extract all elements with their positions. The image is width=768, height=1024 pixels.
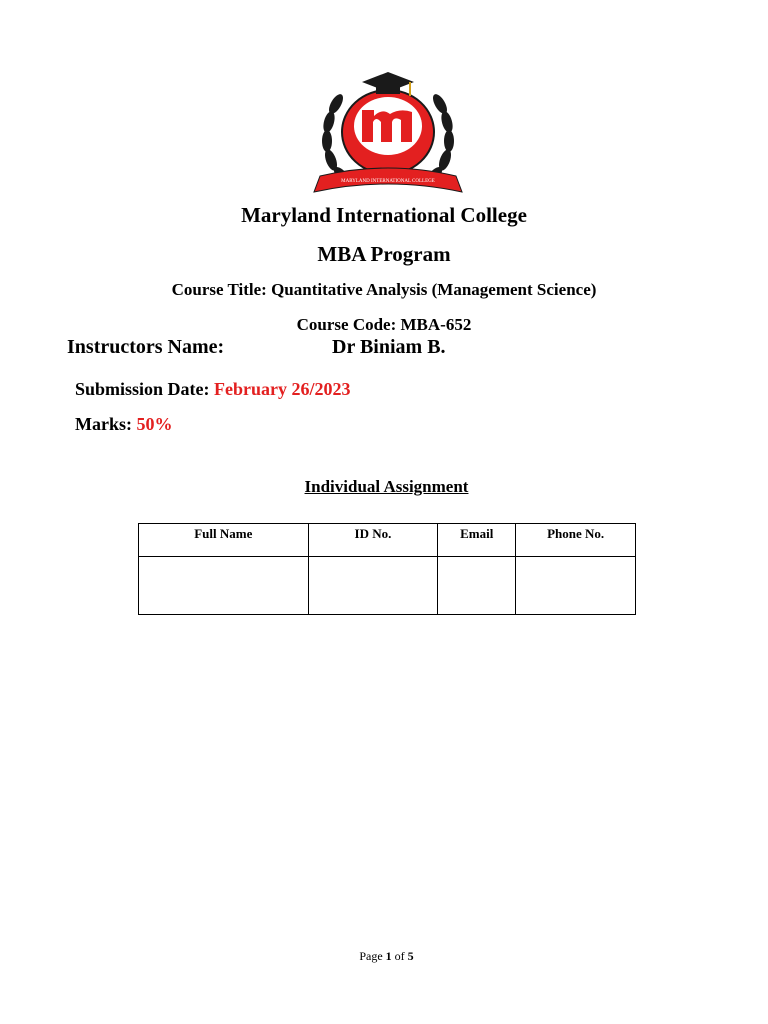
current-page-number: 1 (385, 949, 392, 963)
submission-date-row (75, 379, 351, 400)
instructor-name: Dr Biniam B. (332, 336, 446, 358)
table-header-row (139, 524, 636, 557)
submission-date-label: Submission Date: (75, 379, 215, 399)
footer-prefix: Page (359, 949, 386, 963)
column-header-email: Email (438, 524, 516, 557)
phone-cell[interactable] (516, 557, 636, 615)
page-footer (0, 949, 768, 964)
assignment-title: Individual Assignment (304, 477, 469, 496)
course-code: Course Code: MBA-652 (296, 315, 472, 334)
column-header-full-name: Full Name (139, 524, 309, 557)
instructor-label: Instructors Name: (67, 336, 225, 358)
column-header-id: ID No. (308, 524, 438, 557)
marks-row (75, 414, 173, 435)
college-name: Maryland International College (241, 203, 527, 227)
logo-initials: MIC (377, 153, 399, 167)
logo-banner-text: MARYLAND INTERNATIONAL COLLEGE (341, 179, 435, 184)
marks-label: Marks: (75, 414, 137, 434)
marks-value: 50% (136, 414, 173, 434)
program-name: MBA Program (317, 242, 451, 266)
footer-of: of (391, 949, 408, 963)
total-page-count: 5 (407, 949, 414, 963)
m-letter-icon (362, 110, 412, 142)
id-cell[interactable] (308, 557, 438, 615)
college-logo (312, 64, 464, 200)
full-name-cell[interactable] (139, 557, 309, 615)
submission-date-value: February 26/2023 (214, 379, 351, 399)
email-cell[interactable] (438, 557, 516, 615)
student-info-table (138, 523, 636, 615)
column-header-phone: Phone No. (516, 524, 636, 557)
table-row (139, 557, 636, 615)
course-title: Course Title: Quantitative Analysis (Management Science) (171, 280, 597, 299)
